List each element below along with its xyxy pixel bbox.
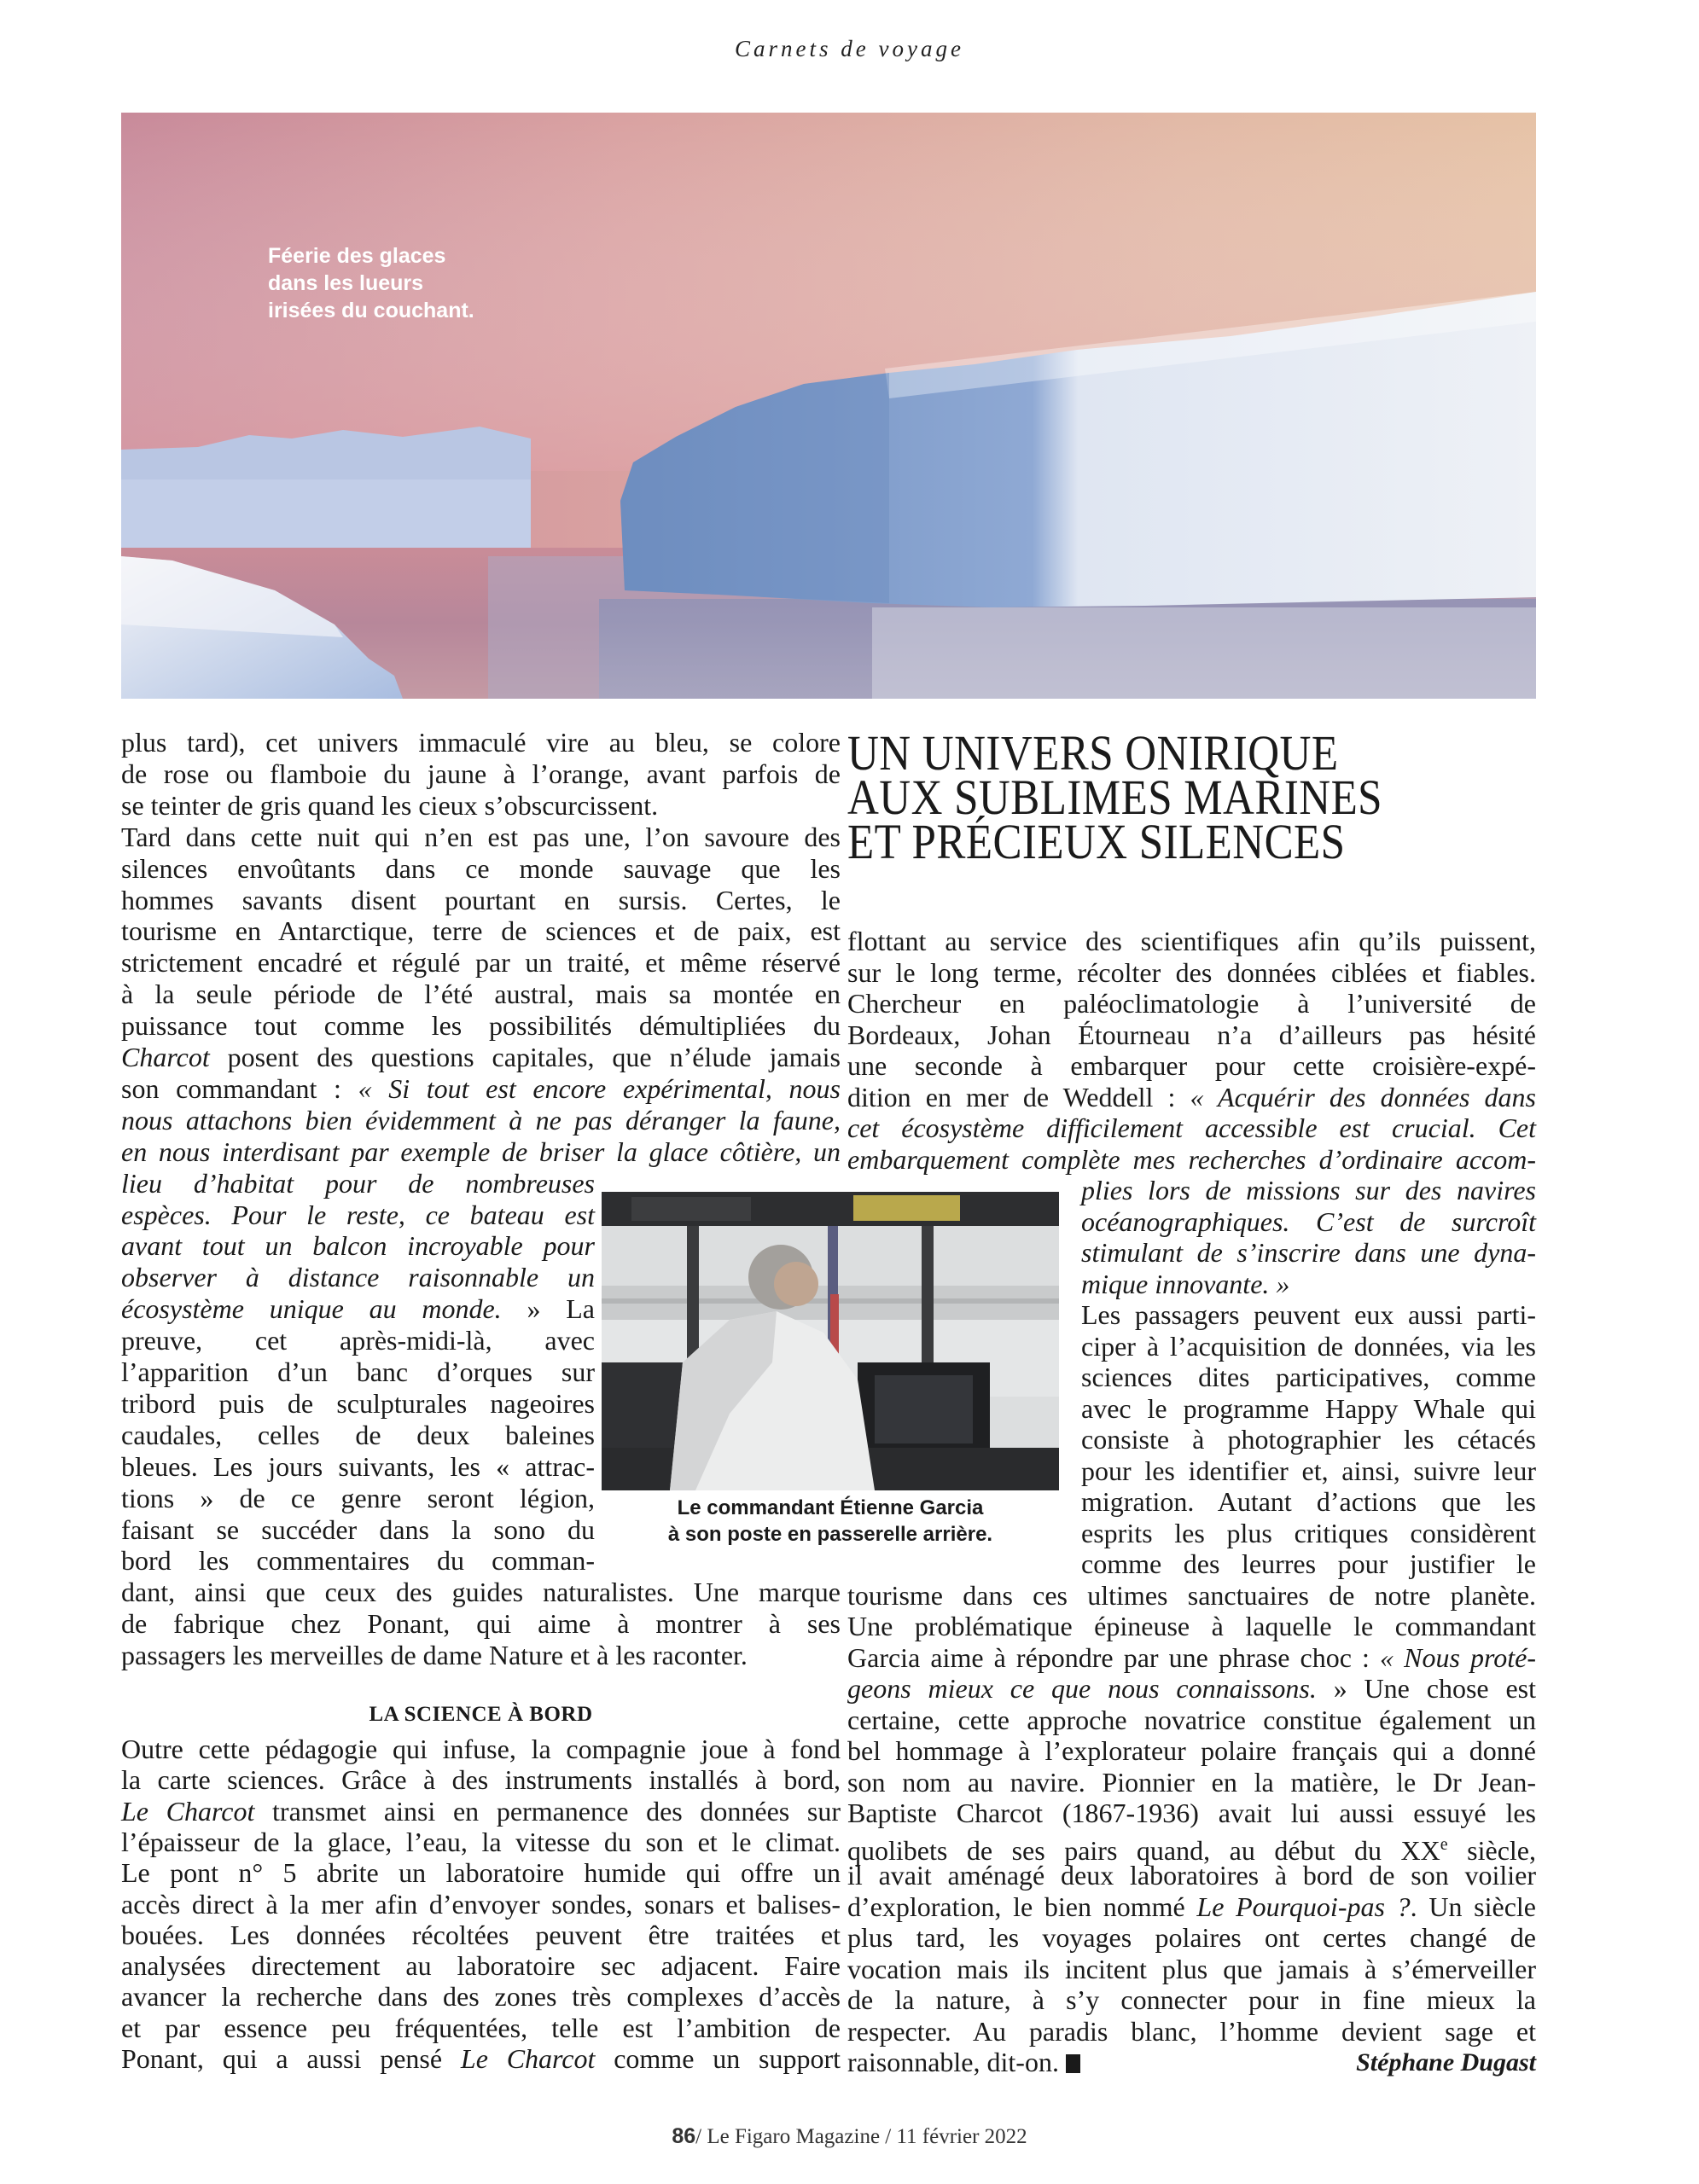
text-line bbox=[847, 1019, 1536, 1051]
text-line bbox=[121, 822, 841, 853]
text-line bbox=[847, 1144, 1536, 1176]
text-run: Chercheur en paléoclimatologie à l’université de bbox=[847, 988, 1536, 1019]
italic-text: plies lors de missions sur des navires bbox=[1081, 1175, 1536, 1205]
italic-text: océanographiques. C’est de surcroît bbox=[1081, 1206, 1536, 1237]
italic-text: cet écosystème difficilement accessible est crucial. Cet bbox=[847, 1112, 1536, 1143]
headline-line: AUX SUBLIMES MARINES bbox=[847, 770, 1383, 825]
text-line bbox=[121, 1545, 595, 1577]
text-line bbox=[121, 885, 841, 916]
text-run: une seconde à embarquer pour cette croisière-expé- bbox=[847, 1050, 1536, 1081]
text-line bbox=[121, 1105, 841, 1136]
text-run: bel hommage à l’explorateur polaire français qui a donné bbox=[847, 1735, 1536, 1766]
hero-caption-line: irisées du couchant. bbox=[268, 299, 474, 322]
text-run: strictement encadré et régulé par un traité, et même réservé bbox=[121, 947, 841, 978]
text-line bbox=[121, 915, 841, 947]
inset-caption-line: à son poste en passerelle arrière. bbox=[667, 1523, 993, 1546]
text-line bbox=[1081, 1269, 1536, 1300]
text-line bbox=[121, 1420, 595, 1451]
text-run: son commandant : bbox=[121, 1073, 358, 1104]
text-line bbox=[1081, 1331, 1536, 1362]
text-run: l’apparition d’un banc d’orques sur bbox=[121, 1356, 595, 1387]
text-run: puissance tout comme les possibilités démultipliées du bbox=[121, 1010, 841, 1041]
text-line bbox=[847, 1798, 1536, 1829]
text-run: l’épaisseur de la glace, l’eau, la vitesse du son et le climat. bbox=[121, 1827, 841, 1857]
text-run: dition en mer de Weddell : bbox=[847, 1082, 1190, 1112]
italic-text: avant tout un balcon incroyable pour bbox=[121, 1230, 595, 1261]
text-run: faisant se succéder dans la sono du bbox=[121, 1514, 595, 1545]
text-run: pour les identifier et, ainsi, suivre leur bbox=[1081, 1455, 1536, 1486]
text-line bbox=[847, 1705, 1536, 1736]
text-run: e bbox=[1440, 1835, 1448, 1854]
text-run: comme un support bbox=[595, 2043, 841, 2074]
text-run: plus tard), cet univers immaculé vire au bleu, se colore bbox=[121, 727, 841, 758]
text-run: Outre cette pédagogie qui infuse, la compagnie joue à fond bbox=[121, 1734, 841, 1764]
text-run: avancer la recherche dans des zones très complexes d’accès bbox=[121, 1981, 841, 2012]
italic-text: en nous interdisant par exemple de briser la glace côtière, un bbox=[121, 1136, 841, 1167]
text-line bbox=[847, 957, 1536, 989]
text-line bbox=[121, 1230, 595, 1262]
text-run: hommes savants disent pourtant en sursis. Certes, le bbox=[121, 885, 841, 915]
italic-text: Le Charcot bbox=[460, 2043, 596, 2074]
text-line bbox=[1081, 1486, 1536, 1518]
text-run: de rose ou flamboie du jaune à l’orange, avant parfois de bbox=[121, 758, 841, 789]
text-run: respecter. Au paradis blanc, l’homme devient sage et bbox=[847, 2016, 1536, 2047]
text-line bbox=[847, 1767, 1536, 1798]
text-line bbox=[121, 1136, 841, 1168]
text-line bbox=[121, 1827, 841, 1858]
text-run: siècle, bbox=[1447, 1835, 1537, 1866]
text-run: posent des questions capitales, que n’élude jamais bbox=[209, 1042, 841, 1072]
text-line bbox=[121, 853, 841, 885]
text-line bbox=[847, 1050, 1536, 1082]
text-run: raisonnable, dit-on. bbox=[847, 2047, 1059, 2077]
text-line bbox=[121, 1168, 595, 1199]
italic-text: nous attachons bien évidemment à ne pas déranger la faune, bbox=[121, 1105, 841, 1136]
text-run: certaine, cette approche novatrice constitue également un bbox=[847, 1705, 1536, 1735]
text-line bbox=[121, 727, 841, 758]
text-line bbox=[847, 1922, 1536, 1954]
headline-line: ET PRÉCIEUX SILENCES bbox=[847, 814, 1346, 869]
text-run: sur le long terme, récolter des données ciblées et fiables. bbox=[847, 957, 1536, 988]
text-line bbox=[121, 1640, 841, 1671]
text-run: Baptiste Charcot (1867-1936) avait lui aussi essuyé les bbox=[847, 1798, 1536, 1828]
inset-photo-captain bbox=[602, 1192, 1059, 1490]
text-run: tourisme dans ces ultimes sanctuaires de notre planète. bbox=[847, 1580, 1536, 1611]
section-subheading: LA SCIENCE À BORD bbox=[369, 1703, 593, 1726]
text-line bbox=[121, 790, 841, 822]
text-run: bord les commentaires du comman- bbox=[121, 1545, 595, 1576]
text-line bbox=[1081, 1299, 1536, 1331]
text-run: tribord puis de sculpturales nageoires bbox=[121, 1388, 595, 1419]
hero-photo-icebergs bbox=[121, 113, 1536, 699]
text-line bbox=[121, 1514, 595, 1546]
text-run: il avait aménagé deux laboratoires à bord de son voilier bbox=[847, 1860, 1536, 1891]
text-run: accès direct à la mer afin d’envoyer sondes, sonars et balises- bbox=[121, 1889, 841, 1920]
text-line bbox=[121, 758, 841, 790]
italic-text: mique innovante. » bbox=[1081, 1269, 1290, 1299]
text-run: plus tard, les voyages polaires ont certes changé de bbox=[847, 1922, 1536, 1953]
text-line bbox=[121, 1042, 841, 1073]
text-line bbox=[121, 1857, 841, 1889]
text-line bbox=[1081, 1206, 1536, 1238]
text-run: sciences dites participatives, comme bbox=[1081, 1362, 1536, 1392]
captain-bridge-image bbox=[602, 1192, 1059, 1490]
text-line bbox=[1081, 1237, 1536, 1269]
section-rubric: Carnets de voyage bbox=[735, 36, 964, 61]
text-run: tions » de ce genre seront légion, bbox=[121, 1483, 595, 1513]
text-line bbox=[847, 1112, 1536, 1144]
inset-caption bbox=[589, 1495, 1072, 1548]
text-line bbox=[121, 2013, 841, 2044]
text-run: son nom au navire. Pionnier en la matière, le Dr Jean- bbox=[847, 1767, 1536, 1798]
text-run: bleues. Les jours suivants, les « attrac- bbox=[121, 1451, 595, 1482]
text-line bbox=[121, 1199, 595, 1231]
text-run: quolibets de ses pairs quand, au début du XX bbox=[847, 1835, 1440, 1866]
italic-text: Le Charcot bbox=[121, 1796, 255, 1827]
text-run: dant, ainsi que ceux des guides naturalistes. Une marque bbox=[121, 1577, 841, 1607]
text-run: avec le programme Happy Whale qui bbox=[1081, 1393, 1536, 1424]
text-run: Le pont n° 5 abrite un laboratoire humide qui offre un bbox=[121, 1857, 841, 1888]
text-line bbox=[847, 1580, 1536, 1612]
text-run: d’exploration, le bien nommé bbox=[847, 1891, 1197, 1922]
text-run: Bordeaux, Johan Étourneau n’a d’ailleurs pas hésité bbox=[847, 1019, 1536, 1050]
text-line bbox=[1081, 1175, 1536, 1206]
text-line bbox=[121, 1608, 841, 1640]
text-line bbox=[121, 1577, 841, 1608]
text-line bbox=[121, 1325, 595, 1356]
italic-text: stimulant de s’inscrire dans une dyna- bbox=[1081, 1237, 1536, 1268]
text-run: de fabrique chez Ponant, qui aime à montrer à ses bbox=[121, 1608, 841, 1639]
text-run: vocation mais ils incitent plus que jamais à s’émerveiller bbox=[847, 1954, 1536, 1984]
text-line bbox=[847, 1082, 1536, 1113]
text-line bbox=[847, 1829, 1537, 1866]
text-line bbox=[121, 1734, 841, 1765]
text-line bbox=[847, 1984, 1536, 2016]
text-run: Garcia aime à répondre par une phrase choc : bbox=[847, 1642, 1381, 1673]
text-line bbox=[121, 1796, 841, 1827]
text-run: . Un siècle bbox=[1410, 1891, 1537, 1922]
text-line bbox=[121, 2043, 841, 2075]
text-line bbox=[121, 1451, 595, 1483]
text-line bbox=[847, 1673, 1536, 1705]
italic-text: Le Pourquoi-pas ? bbox=[1196, 1891, 1411, 1922]
text-run: Une problématique épineuse à laquelle le commandant bbox=[847, 1611, 1536, 1641]
text-line bbox=[1081, 1362, 1536, 1393]
text-line bbox=[1081, 1518, 1536, 1549]
text-run: flottant au service des scientifiques afin qu’ils puissent, bbox=[847, 926, 1536, 956]
hero-caption-line: Féerie des glaces bbox=[268, 244, 446, 268]
iceberg-sunset-image bbox=[121, 113, 1536, 699]
author-signature: Stéphane Dugast bbox=[1356, 2048, 1536, 2077]
text-run: Tard dans cette nuit qui n’en est pas une, l’on savoure des bbox=[121, 822, 841, 852]
text-line bbox=[121, 1010, 841, 1042]
hero-caption-line: dans les lueurs bbox=[268, 271, 424, 295]
italic-text: Charcot bbox=[121, 1042, 210, 1072]
page-number: 86 bbox=[672, 2124, 696, 2148]
text-line bbox=[847, 2016, 1536, 2048]
text-line bbox=[1081, 1424, 1536, 1455]
publication-info: / Le Figaro Magazine / 11 février 2022 bbox=[695, 2125, 1027, 2148]
text-line bbox=[121, 1950, 841, 1982]
text-run: ciper à l’acquisition de données, via les bbox=[1081, 1331, 1536, 1362]
text-line bbox=[121, 1483, 595, 1514]
text-run: caudales, celles de deux baleines bbox=[121, 1420, 595, 1450]
hero-caption bbox=[268, 242, 474, 324]
end-of-article-icon bbox=[1066, 2054, 1080, 2073]
text-run: analysées directement au laboratoire sec adjacent. Faire bbox=[121, 1950, 841, 1981]
text-line bbox=[1081, 1393, 1536, 1425]
text-run: migration. Autant d’actions que les bbox=[1081, 1486, 1536, 1517]
text-line bbox=[847, 1860, 1536, 1891]
italic-text: espèces. Pour le reste, ce bateau est bbox=[121, 1199, 595, 1230]
text-line bbox=[847, 926, 1536, 957]
text-run: preuve, cet après-midi-là, avec bbox=[121, 1325, 595, 1356]
italic-text: « Acquérir des données dans bbox=[1190, 1082, 1537, 1112]
text-line bbox=[121, 979, 841, 1010]
text-run: Ponant, qui a aussi pensé bbox=[121, 2043, 461, 2074]
text-run: à la seule période de l’été austral, mais sa montée en bbox=[121, 979, 841, 1009]
italic-text: « Si tout est encore expérimental, nous bbox=[358, 1073, 841, 1104]
text-run: la carte sciences. Grâce à des instruments installés à bord, bbox=[121, 1764, 841, 1795]
text-run: se teinter de gris quand les cieux s’obscurcissent. bbox=[121, 790, 659, 821]
text-line bbox=[121, 947, 841, 979]
text-line bbox=[121, 1920, 841, 1951]
italic-text: observer à distance raisonnable un bbox=[121, 1262, 595, 1292]
italic-text: lieu d’habitat pour de nombreuses bbox=[121, 1168, 595, 1199]
text-run: et par essence peu fréquentées, telle est l’ambition de bbox=[121, 2013, 841, 2043]
text-line bbox=[121, 1889, 841, 1920]
text-line bbox=[1081, 1548, 1536, 1580]
italic-text: geons mieux ce que nous connaissons. bbox=[847, 1673, 1317, 1704]
text-line bbox=[847, 1642, 1536, 1674]
page-footer bbox=[0, 2124, 1699, 2149]
text-run: consiste à photographier les cétacés bbox=[1081, 1424, 1536, 1455]
text-line bbox=[121, 1764, 841, 1796]
text-run: » Une chose est bbox=[1316, 1673, 1537, 1704]
text-line bbox=[847, 988, 1536, 1019]
text-line bbox=[121, 1356, 595, 1388]
inset-caption-line: Le commandant Étienne Garcia bbox=[677, 1496, 984, 1519]
text-line bbox=[847, 1891, 1536, 1923]
text-run: » La bbox=[501, 1293, 596, 1324]
text-line bbox=[121, 1981, 841, 2013]
text-line bbox=[1081, 1455, 1536, 1487]
text-line bbox=[121, 1388, 595, 1420]
text-run: tourisme en Antarctique, terre de sciences et de paix, est bbox=[121, 915, 841, 946]
italic-text: écosystème unique au monde. bbox=[121, 1293, 502, 1324]
text-run: esprits les plus critiques considèrent bbox=[1081, 1518, 1536, 1548]
headline-line: UN UNIVERS ONIRIQUE bbox=[847, 725, 1339, 781]
text-line bbox=[121, 1073, 841, 1105]
text-run: passagers les merveilles de dame Nature et à les raconter. bbox=[121, 1640, 748, 1670]
italic-text: embarquement complète mes recherches d’ordinaire accom- bbox=[847, 1144, 1536, 1175]
text-run: Les passagers peuvent eux aussi parti- bbox=[1081, 1299, 1536, 1330]
text-run: silences envoûtants dans ce monde sauvage que les bbox=[121, 853, 841, 884]
text-line bbox=[121, 1262, 595, 1293]
text-run: comme des leurres pour justifier le bbox=[1081, 1548, 1536, 1579]
text-run: bouées. Les données récoltées peuvent être traitées et bbox=[121, 1920, 841, 1950]
text-run: de la nature, à s’y connecter pour in fine mieux la bbox=[847, 1984, 1536, 2015]
text-line bbox=[121, 1293, 595, 1325]
text-line bbox=[847, 1735, 1536, 1767]
text-line bbox=[847, 1611, 1536, 1642]
italic-text: « Nous proté- bbox=[1380, 1642, 1537, 1673]
text-run: transmet ainsi en permanence des données sur bbox=[254, 1796, 841, 1827]
text-line bbox=[847, 1954, 1536, 1985]
